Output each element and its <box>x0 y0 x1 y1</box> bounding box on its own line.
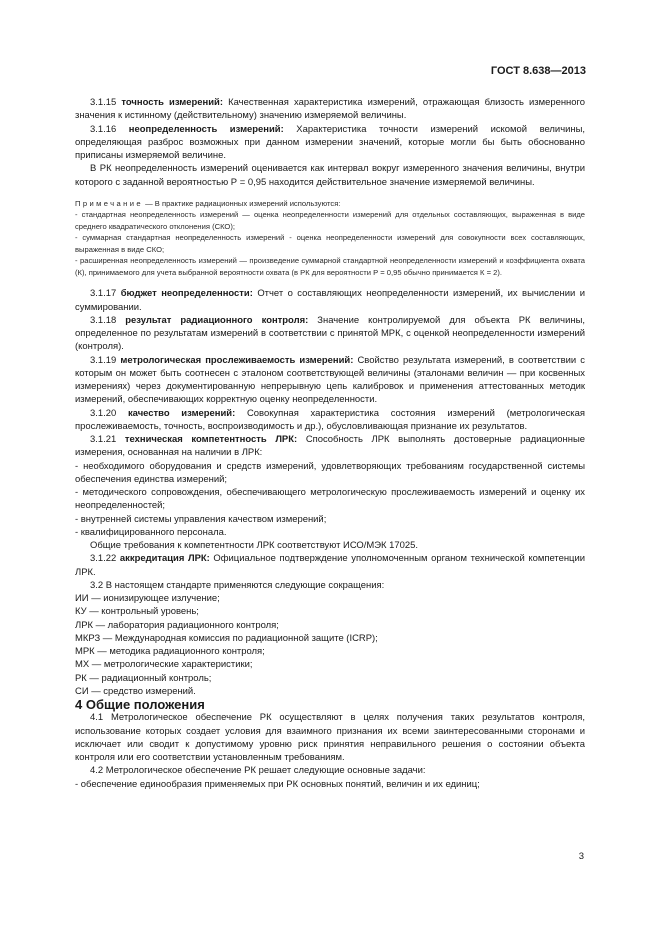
note-item: - суммарная стандартная неопределенность измерений - оценка неопределенности измерений для совокупности всех составляющих, выраженная в виде СКО; <box>75 233 585 254</box>
definition: Способность ЛРК выполнять достоверные радиационные измерения, основанная на наличии в ЛРК: <box>75 434 586 459</box>
clause-number: 3.1.20 <box>90 407 117 419</box>
term: аккредитация ЛРК: <box>119 553 210 565</box>
term: точность измерений: <box>121 97 223 108</box>
note-label: Примечание <box>75 198 143 208</box>
definition: Отчет о составляющих неопределенности измерений, их вычислении и суммировании. <box>75 288 585 313</box>
paragraph-4-1: 4.1 Метрологическое обеспечение РК осуществляют в целях получения таких результатов контроля, использование которых создает условия для взаимного признания их всеми заинтересованными сторонами и исключает или сводит к допустимому уровню риск принятия неправильного решения о состоянии объекта контроля или его соответствии установленным требованиям. <box>75 712 585 763</box>
abbreviation-item: КУ — контрольный уровень; <box>75 606 199 618</box>
term: качество измерений: <box>127 407 236 419</box>
clause-number: 3.1.22 <box>90 553 117 565</box>
abbreviation-item: РК — радиационный контроль; <box>75 672 212 684</box>
paragraph-3-2: 3.2 В настоящем стандарте применяются следующие сокращения: <box>90 579 385 591</box>
abbreviation-item: ЛРК — лаборатория радиационного контроля; <box>75 619 279 631</box>
definition: Официальное подтверждение уполномоченным органом технической компетенции ЛРК. <box>75 553 586 578</box>
paragraph-4-2: 4.2 Метрологическое обеспечение РК решает следующие основные задачи: <box>90 765 426 777</box>
clause-number: 3.1.15 <box>90 97 117 108</box>
definition: Значение контролируемой для объекта РК величины, определенное по результатам измерений в соответствии с принятой МРК, с оценкой неопределенности измерений (контроля). <box>75 314 585 353</box>
term-3-1-19 <box>75 354 585 407</box>
term: неопределенность измерений: <box>128 123 284 135</box>
paragraph-general-requirements: Общие требования к компетентности ЛРК соответствуют ИСО/МЭК 17025. <box>90 540 419 551</box>
paragraph-rk-uncertainty: В РК неопределенность измерений оценивается как интервал вокруг измеренного значения величины, внутри которого с заданной вероятностью Р = 0,95 находится действительное значение измеряемой величины. <box>75 163 585 188</box>
abbreviation-item: ИИ — ионизирующее излучение; <box>75 593 220 604</box>
term: техническая компетентность ЛРК: <box>124 434 298 445</box>
abbreviation-item: СИ — средство измерений. <box>75 685 196 697</box>
section-heading: 4 Общие положения <box>75 697 205 712</box>
term-3-1-17 <box>75 287 585 314</box>
term: бюджет неопределенности: <box>120 288 253 300</box>
term-3-1-18 <box>75 314 585 354</box>
clause-number: 3.1.17 <box>90 288 117 300</box>
term-3-1-22 <box>75 552 585 579</box>
term-3-1-20 <box>75 407 585 434</box>
term-3-1-15 <box>75 96 585 123</box>
term: метрологическая прослеживаемость измерений: <box>120 354 354 366</box>
list-item: - внутренней системы управления качеством измерений; <box>75 513 327 525</box>
note-item: - стандартная неопределенность измерений — оценка неопределенности измерений для отдельных составляющих, выраженная в виде среднего квадратического отклонения (СКО); <box>75 210 585 231</box>
definition: Свойство результата измерений, в соответствии с которым он может быть соотнесен с эталоном соответствующей величины (эталонами величин — при косвенных измерениях) через документированную непрерывную цепь калибровок и применения аттестованных методик измерений, обеспечивающих корректную оценку неопределенности. <box>75 354 585 406</box>
term-3-1-21 <box>75 433 585 460</box>
definition: Характеристика точности измерений искомой величины, определяющая разброс возможных при данном измерении значений, которые могли бы быть обоснованно приписаны измеряемой величине. <box>75 123 586 161</box>
clause-number: 3.1.21 <box>90 434 117 445</box>
definition: Совокупная характеристика состояния измерений (метрологическая прослеживаемость, точность, воспроизводимость и др.), обусловливающая признание их результатов. <box>75 407 585 432</box>
clause-number: 3.1.16 <box>90 123 117 135</box>
note-intro <box>75 198 585 210</box>
note-item: - расширенная неопределенность измерений — произведение суммарной стандартной неопределенности измерений и коэффициента охвата (К), принимаемого для учета выбранной вероятности охвата (в РК для вероятности Р = 0,95 обычно принимается К = 2). <box>75 256 585 277</box>
abbreviation-item: МРК — методика радиационного контроля; <box>75 646 265 657</box>
list-item: - необходимого оборудования и средств измерений, удовлетворяющих требованиям государственной системы обеспечения единства измерений; <box>75 460 585 485</box>
list-item: - квалифицированного персонала. <box>75 526 227 538</box>
clause-number: 3.1.18 <box>90 314 117 326</box>
page-number: 3 <box>578 851 584 862</box>
document-body <box>75 96 585 791</box>
clause-number: 3.1.19 <box>90 354 117 366</box>
abbreviation-item: МКРЗ — Международная комиссия по радиационной защите (ICRP); <box>75 632 378 644</box>
list-item: - обеспечение единообразия применяемых при РК основных понятий, величин и их единиц; <box>75 778 480 790</box>
list-item: - методического сопровождения, обеспечивающего метрологическую прослеживаемость измерений и оценку их неопределенностей; <box>75 487 585 512</box>
standard-number: ГОСТ 8.638—2013 <box>490 65 586 77</box>
note-block <box>75 198 585 279</box>
abbreviation-item: МХ — метрологические характеристики; <box>75 659 253 671</box>
note-intro-text: — В практике радиационных измерений используются: <box>145 198 341 208</box>
term: результат радиационного контроля: <box>125 314 309 326</box>
definition: Качественная характеристика измерений, отражающая близость измеренного значения к истинному (действительному) значению измеряемой величины. <box>75 97 585 122</box>
term-3-1-16 <box>75 123 585 163</box>
